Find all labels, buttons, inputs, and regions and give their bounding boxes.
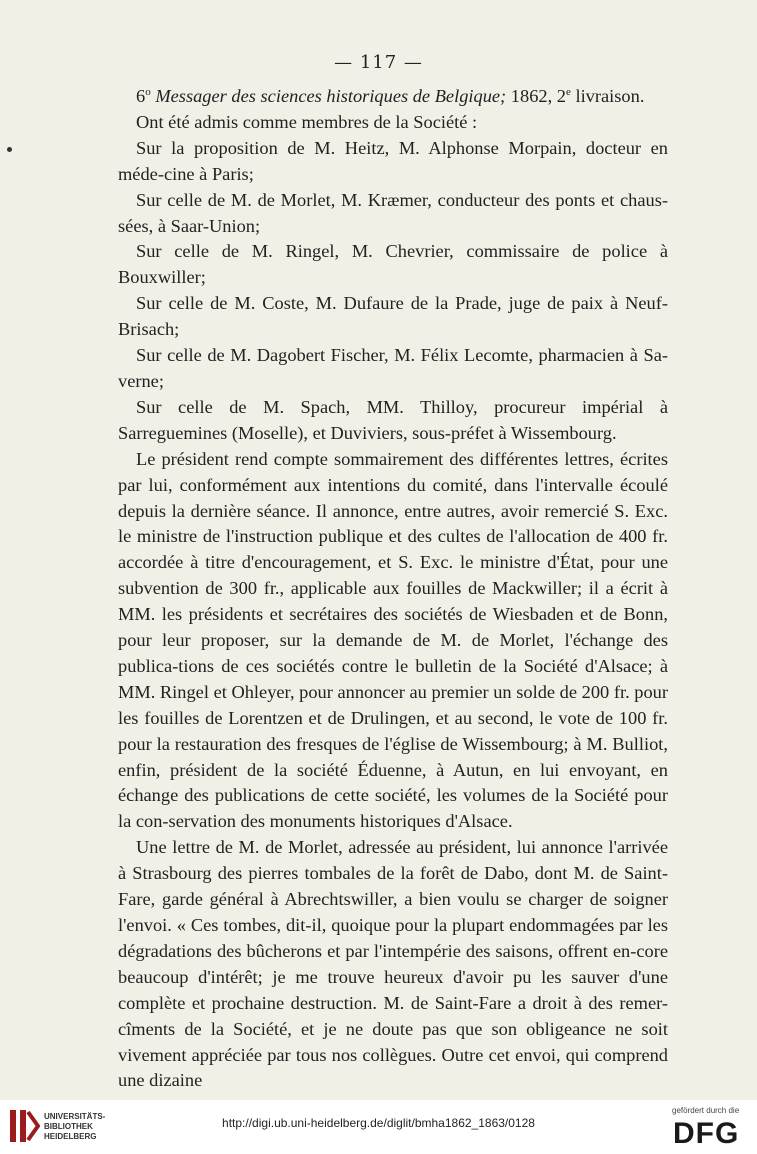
paragraph: Sur la proposition de M. Heitz, M. Alphonse Morpain, docteur en méde-cine à Paris; [118, 137, 668, 184]
reference-line: 6$^o$ Messager des sciences historiques de Belgique; 1862, 2e livraison. [136, 85, 645, 106]
page-body [118, 84, 668, 1094]
paragraph: Le président rend compte sommairement des différentes lettres, écrites par lui, conformément aux intentions du comité, dans l'intervalle écoulé depuis la dernière séance. Il annonce, entre autres, avoir remercié S. Exc. le ministre de l'instruction publique et des cultes de l'allocation de 400 fr. accordée à titre d'encouragement, et S. Exc. le ministre d'État, pour une subvention de 300 fr., applicable aux fouilles de Mackwiller; il a écrit à MM. les présidents et secrétaires des sociétés de Wiesbaden et de Bonn, pour leur proposer, sur la demande de M. de Morlet, l'échange des publica-tions de ces sociétés contre le bulletin de la Société d'Alsace; à MM. Ringel et Ohleyer, pour annoncer au premier un solde de 200 fr. pour les fouilles de Lorentzen et de Drulingen, et au second, le vote de 100 fr. pour la restauration des fresques de l'église de Wissembourg; à M. Bulliot, enfin, président de la société Éduenne, à Autun, en lui envoyant, en échange des publications de cette société, les volumes de la Société pour la con-servation des monuments historiques d'Alsace. [118, 448, 668, 832]
library-name[interactable]: UNIVERSITÄTS- BIBLIOTHEK HEIDELBERG [44, 1112, 106, 1141]
paragraph: Ont été admis comme membres de la Société : [136, 111, 478, 132]
paragraph: Sur celle de M. de Morlet, M. Kræmer, conducteur des ponts et chaus-sées, à Saar-Union; [118, 189, 668, 236]
paragraph: Sur celle de M. Coste, M. Dufaure de la Prade, juge de paix à Neuf-Brisach; [118, 293, 668, 340]
margin-mark [7, 147, 12, 152]
page-number: — 117 — [334, 52, 423, 73]
funding-label: gefördert durch die [672, 1106, 740, 1115]
periodical-title: Messager des sciences historiques de Belgique; [155, 86, 507, 106]
paragraph: Sur celle de M. Ringel, M. Chevrier, commissaire de police à Bouxwiller; [118, 241, 668, 288]
paragraph: Sur celle de M. Spach, MM. Thilloy, procureur impérial à Sarreguemines (Moselle), et Duviviers, sous-préfet à Wissembourg. [118, 396, 668, 443]
paragraph: Sur celle de M. Dagobert Fischer, M. Félix Lecomte, pharmacien à Sa-verne; [118, 345, 668, 391]
permalink[interactable]: http://digi.ub.uni-heidelberg.de/diglit/bmha1862_1863/0128 [222, 1116, 535, 1130]
dfg-logo[interactable]: DFG [673, 1117, 740, 1150]
paragraph: Une lettre de M. de Morlet, adressée au président, lui annonce l'arrivée à Strasbourg des pierres tombales de la forêt de Dabo, dont M. de Saint-Fare, garde général à Abrechtswiller, a bien voulu se charger de soigner l'envoi. « Ces tombes, dit-il, quoique pour la plupart endommagées par les dégradations des bûcherons et par l'intempérie des saisons, offrent en-core beaucoup d'intérêt; je me trouve heureux d'avoir pu les sauver d'une complète et prochaine destruction. M. de Saint-Fare a droit à des remer-cîments de la Société, et je ne doute pas que son obligeance ne soit vivement appréciée par tous nos collègues. Outre cet envoi, qui comprend une dizaine [118, 837, 668, 1091]
